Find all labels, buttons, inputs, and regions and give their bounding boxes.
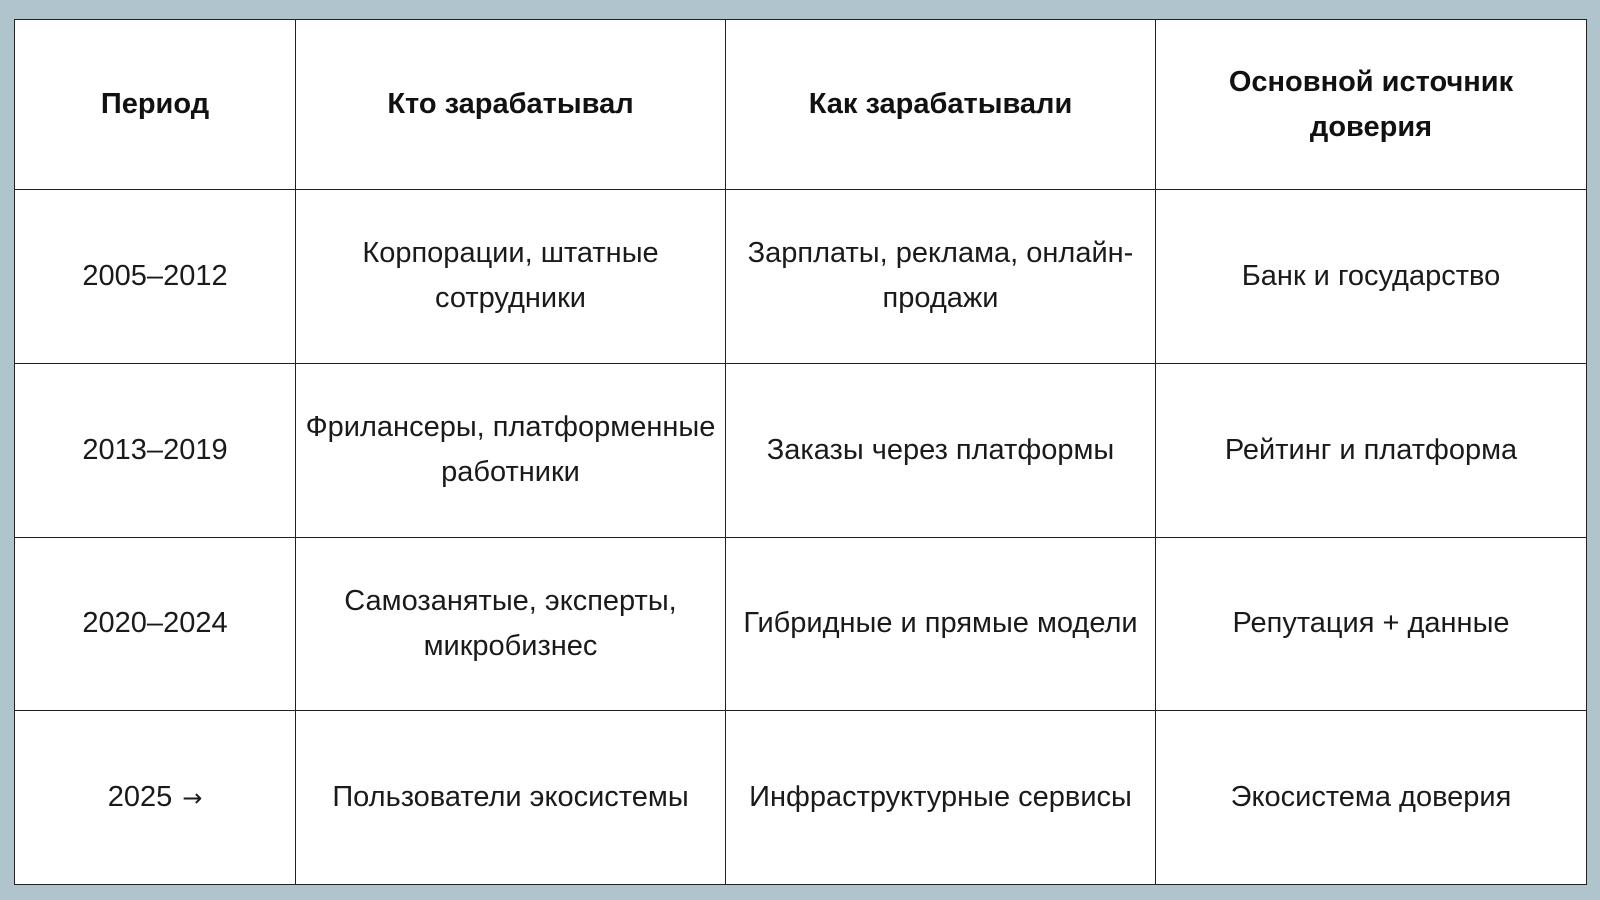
cell-period: 2005–2012: [15, 190, 296, 364]
table-row: [15, 537, 1587, 711]
cell-trust-source: Рейтинг и платформа: [1156, 363, 1587, 537]
period-year: 2025: [107, 780, 173, 813]
cell-how-earned: Заказы через платформы: [726, 363, 1156, 537]
cell-period: [15, 711, 296, 885]
cell-how-earned: Гибридные и прямые модели: [726, 537, 1156, 711]
cell-who-earned: Пользователи экосистемы: [296, 711, 726, 885]
table-row: [15, 711, 1587, 885]
cell-trust-source: Банк и государство: [1156, 190, 1587, 364]
cell-trust-source: Экосистема доверия: [1156, 711, 1587, 885]
table-header-row: [15, 20, 1587, 190]
header-period: Период: [15, 20, 296, 190]
cell-how-earned: Инфраструктурные сервисы: [726, 711, 1156, 885]
cell-who-earned: Фрилансеры, платформенные работники: [296, 363, 726, 537]
table-row: [15, 363, 1587, 537]
header-how-earned: Как зарабатывали: [726, 20, 1156, 190]
cell-how-earned: Зарплаты, реклама, онлайн-продажи: [726, 190, 1156, 364]
cell-who-earned: Корпорации, штатные сотрудники: [296, 190, 726, 364]
arrow-right-icon: →: [182, 783, 203, 812]
comparison-table: [14, 19, 1587, 885]
cell-period: 2013–2019: [15, 363, 296, 537]
header-trust-source: Основной источник доверия: [1156, 20, 1587, 190]
cell-trust-source: Репутация + данные: [1156, 537, 1587, 711]
comparison-table-frame: [14, 19, 1586, 885]
header-who-earned: Кто зарабатывал: [296, 20, 726, 190]
cell-period: 2020–2024: [15, 537, 296, 711]
cell-who-earned: Самозанятые, эксперты, микробизнес: [296, 537, 726, 711]
table-row: [15, 190, 1587, 364]
